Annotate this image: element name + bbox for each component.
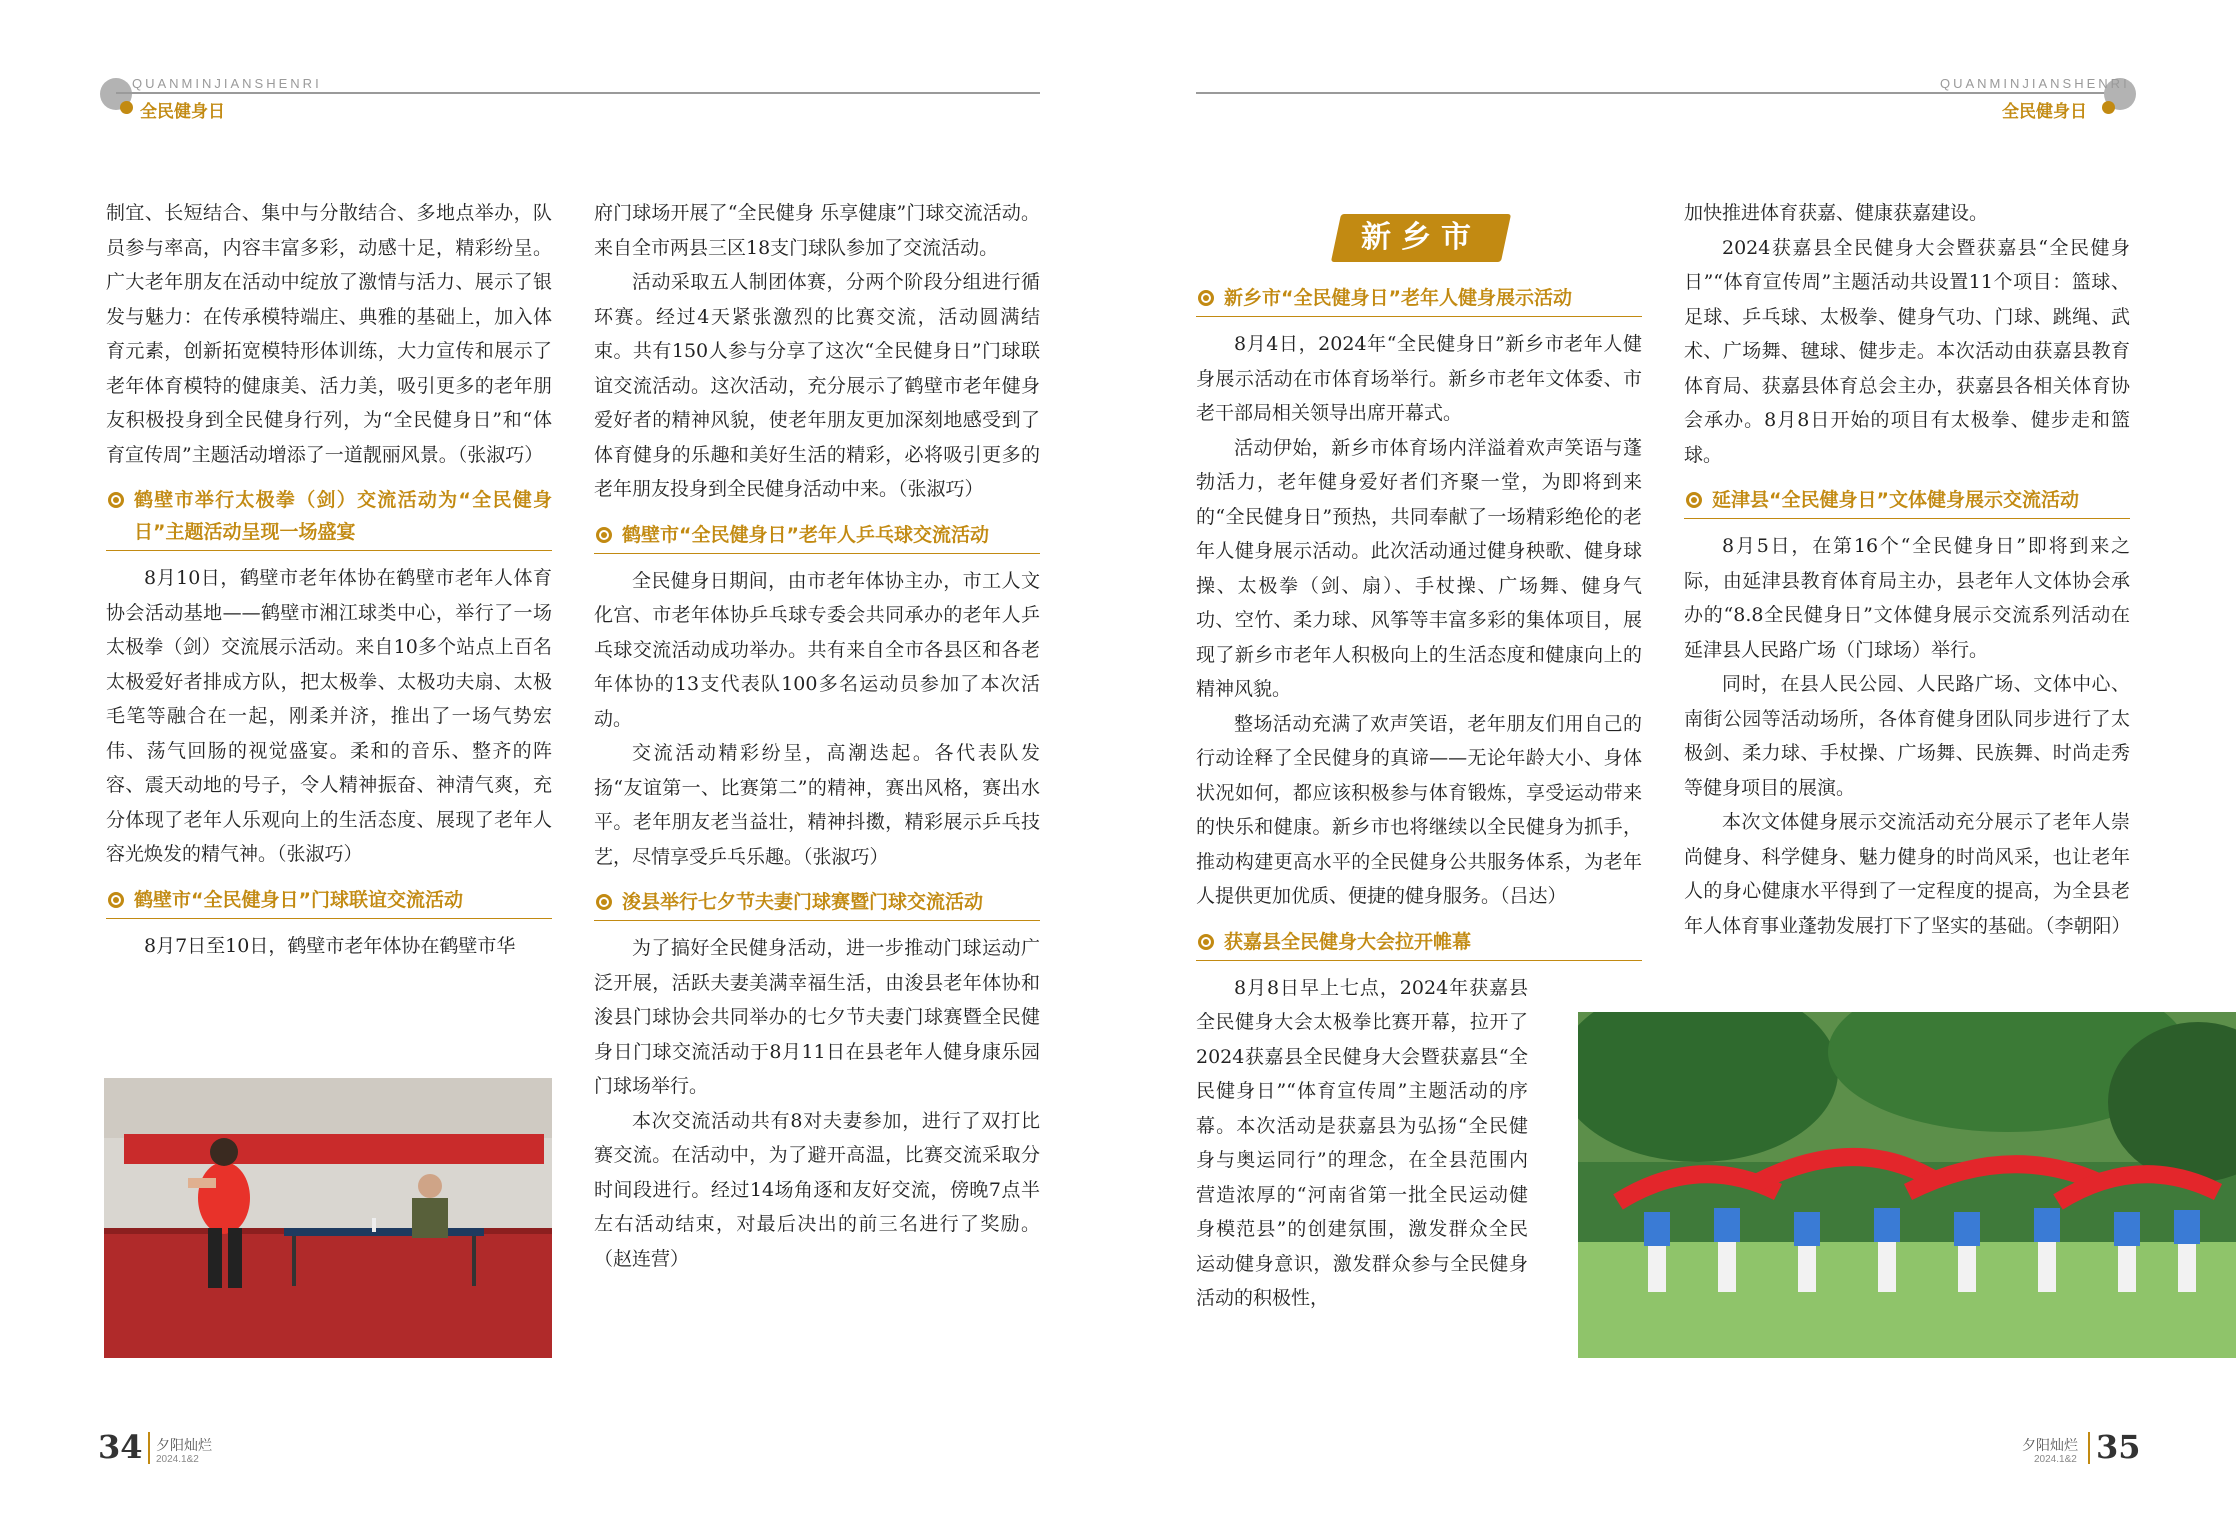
column-1	[106, 196, 552, 963]
col1-paragraph-3: 8月7日至10日，鹤壁市老年体协在鹤壁市华	[144, 934, 516, 957]
col3-paragraph-2: 活动伊始，新乡市体育场内洋溢着欢声笑语与蓬勃活力，老年健身爱好者们齐聚一堂，为即将到来的“全民健身日”预热，共同奉献了一场精彩绝伦的老年人健身展示活动。此次活动通过健身秧歌、健身球操、太极拳（剑、扇）、手杖操、广场舞、健身气功、空竹、柔力球、风筝等丰富多彩的集体项目，展现了新乡市老年人积极向上的生活态度和健康向上的精神风貌。	[1196, 436, 1642, 700]
footer-left-separator	[148, 1432, 150, 1464]
header-left-rule	[116, 92, 1040, 94]
column-4	[1684, 196, 2130, 943]
header-right-dot	[2102, 101, 2115, 114]
col2-paragraph-5: 为了搞好全民健身活动，进一步推动门球运动广泛开展，活跃夫妻美满幸福生活，由浚县老年体协和浚县门球协会共同举办的七夕节夫妻门球赛暨全民健身日门球交流活动于8月11日在县老年人健身康乐园门球场举行。	[594, 937, 1040, 1097]
col1-heading-taiji	[106, 484, 552, 551]
col3-paragraph-4: 8月8日早上七点，2024年获嘉县全民健身大会太极拳比赛开幕，拉开了2024获嘉县全民健身大会暨获嘉县“全民健身日”“体育宣传周”主题活动的序幕。本次活动是获嘉县为弘扬“全民健身与奥运同行”的理念，在全县范围内营造浓厚的“河南省第一批全民运动健身模范县”的创建氛围，激发群众全民运动健身意识，激发群众参与全民健身活动的积极性，	[1196, 976, 1528, 1309]
column-3	[1196, 282, 1642, 1316]
col1-heading-gateball	[106, 884, 552, 919]
page-number-right: 35	[2096, 1428, 2141, 1466]
col2-paragraph-3: 全民健身日期间，由市老年体协主办，市工人文化宫、市老年体协乒乓球专委会共同承办的老年人乒乓球交流活动成功举办。共有来自全市各县区和各老年体协的13支代表队100多名运动员参加了本次活动。	[594, 569, 1040, 730]
footer-left-issue: 2024.1&2	[156, 1454, 199, 1465]
col1-paragraph-1: 制宜、长短结合、集中与分散结合、多地点举办，队员参与率高，内容丰富多彩，动感十足，精彩纷呈。广大老年朋友在活动中绽放了激情与活力、展示了银发与魅力：在传承模特端庄、典雅的基础上，加入体育元素，创新拓宽模特形体训练，大力宣传和展示了老年体育模特的健康美、活力美，吸引更多的老年朋友积极投身到全民健身行列，为“全民健身日”和“体育宣传周”主题活动增添了一道靓丽风景。（张淑巧）	[106, 202, 552, 466]
col2-paragraph-1: 府门球场开展了“全民健身 乐享健康”门球交流活动。来自全市两县三区18支门球队参加了交流活动。	[594, 202, 1040, 259]
city-banner-text: 新乡市	[1361, 220, 1481, 255]
col1-heading-taiji-text: 鹤壁市举行太极拳（剑）交流活动为“全民健身日”主题活动呈现一场盛宴	[134, 489, 552, 543]
col2-heading-qixi-text: 浚县举行七夕节夫妻门球赛暨门球交流活动	[622, 891, 984, 913]
col4-paragraph-3: 8月5日，在第16个“全民健身日”即将到来之际，由延津县教育体育局主办，县老年人文体协会承办的“8.8全民健身日”文体健身展示交流系列活动在延津县人民路广场（门球场）举行。	[1684, 535, 2130, 661]
ribbon-dance-photo	[1578, 1012, 2236, 1358]
col2-paragraph-4: 交流活动精彩纷呈，高潮迭起。各代表队发扬“友谊第一、比赛第二”的精神，赛出风格，赛出水平。老年朋友老当益壮，精神抖擞，精彩展示乒乓技艺，尽情享受乒乓乐趣。（张淑巧）	[594, 742, 1040, 868]
col3-heading-xinxiang-text: 新乡市“全民健身日”老年人健身展示活动	[1224, 287, 1572, 309]
page-number-left: 34	[98, 1428, 143, 1466]
heading-bullet-icon	[108, 492, 124, 508]
header-left-dot	[120, 101, 133, 114]
col4-paragraph-2: 2024获嘉县全民健身大会暨获嘉县“全民健身日”“体育宣传周”主题活动共设置11个项目：篮球、足球、乒乓球、太极拳、健身气功、门球、跳绳、武术、广场舞、毽球、健步走。本次活动由获嘉县教育体育局、获嘉县体育总会主办，获嘉县各相关体育协会承办。8月8日开始的项目有太极拳、健步走和篮球。	[1684, 236, 2130, 466]
col3-narrow-wrap	[1196, 971, 1528, 1316]
header-left-pinyin: QUANMINJIANSHENRI	[132, 76, 322, 91]
heading-bullet-icon	[1686, 492, 1702, 508]
heading-bullet-icon	[1198, 290, 1214, 306]
footer-right-separator	[2088, 1432, 2090, 1464]
col2-paragraph-2: 活动采取五人制团体赛，分两个阶段分组进行循环赛。经过4天紧张激烈的比赛交流，活动圆满结束。共有150人参与分享了这次“全民健身日”门球联谊交流活动。这次活动，充分展示了鹤壁市老年健身爱好者的精神风貌，使老年朋友更加深刻地感受到了体育健身的乐趣和美好生活的精彩，必将吸引更多的老年朋友投身到全民健身活动中来。（张淑巧）	[594, 271, 1040, 500]
col3-heading-xinxiang	[1196, 282, 1642, 317]
header-right-title: 全民健身日	[2002, 102, 2087, 122]
col3-paragraph-1: 8月4日，2024年“全民健身日”新乡市老年人健身展示活动在市体育场举行。新乡市老年文体委、市老干部局相关领导出席开幕式。	[1196, 333, 1642, 424]
heading-bullet-icon	[596, 527, 612, 543]
col4-paragraph-5: 本次文体健身展示交流活动充分展示了老年人崇尚健身、科学健身、魅力健身的时尚风采，也让老年人的身心健康水平得到了一定程度的提高，为全县老年人体育事业蓬勃发展打下了坚实的基础。（李朝阳）	[1684, 811, 2131, 937]
col4-heading-yanjin-text: 延津县“全民健身日”文体健身展示交流活动	[1712, 489, 2079, 511]
col2-heading-pingpong-text: 鹤壁市“全民健身日”老年人乒乓球交流活动	[622, 523, 989, 546]
col1-heading-gateball-text: 鹤壁市“全民健身日”门球联谊交流活动	[134, 888, 463, 911]
col4-paragraph-4: 同时，在县人民公园、人民路广场、文体中心、南街公园等活动场所，各体育健身团队同步进行了太极剑、柔力球、手杖操、广场舞、民族舞、时尚走秀等健身项目的展演。	[1684, 673, 2130, 799]
col4-heading-yanjin	[1684, 484, 2130, 519]
heading-bullet-icon	[1198, 934, 1214, 950]
col2-paragraph-6: 本次交流活动共有8对夫妻参加，进行了双打比赛交流。在活动中，为了避开高温，比赛交流采取分时间段进行。经过14场角逐和友好交流，傍晚7点半左右活动结束，对最后决出的前三名进行了奖励。（赵连营）	[594, 1109, 1040, 1270]
ribbon-dance-illustration	[1578, 1012, 2236, 1358]
header-left-title: 全民健身日	[140, 102, 225, 122]
header-right-rule	[1196, 92, 2120, 94]
column-2	[594, 196, 1040, 1276]
footer-right-magazine: 夕阳灿烂	[2022, 1438, 2078, 1454]
footer-left-magazine: 夕阳灿烂	[156, 1438, 212, 1454]
col1-paragraph-2: 8月10日，鹤壁市老年体协在鹤壁市老年人体育协会活动基地——鹤壁市湘江球类中心，举行了一场太极拳（剑）交流展示活动。来自10多个站点上百名太极爱好者排成方队，把太极拳、太极功夫扇、太极毛笔等融合在一起，刚柔并济，推出了一场气势宏伟、荡气回肠的视觉盛宴。柔和的音乐、整齐的阵容、震天动地的号子，令人精神振奋、神清气爽，充分体现了老年人乐观向上的生活态度、展现了老年人容光焕发的精气神。（张淑巧）	[106, 567, 552, 865]
table-tennis-photo	[104, 1078, 552, 1358]
heading-bullet-icon	[108, 892, 124, 908]
col2-heading-pingpong	[594, 519, 1040, 554]
col2-heading-qixi	[594, 886, 1040, 921]
col3-heading-huojia	[1196, 926, 1642, 961]
col4-paragraph-1: 加快推进体育获嘉、健康获嘉建设。	[1684, 202, 1989, 224]
header-right-pinyin: QUANMINJIANSHENRI	[1940, 76, 2130, 91]
heading-bullet-icon	[596, 894, 612, 910]
col3-paragraph-3: 整场活动充满了欢声笑语，老年朋友们用自己的行动诠释了全民健身的真谛——无论年龄大小、身体状况如何，都应该积极参与体育锻炼，享受运动带来的快乐和健康。新乡市也将继续以全民健身为抓手，推动构建更高水平的全民健身公共服务体系，为老年人提供更加优质、便捷的健身服务。（吕达）	[1196, 712, 1642, 907]
footer-right-issue: 2024.1&2	[2034, 1454, 2077, 1465]
col3-heading-huojia-text: 获嘉县全民健身大会拉开帷幕	[1224, 930, 1472, 953]
table-tennis-illustration	[104, 1078, 552, 1358]
